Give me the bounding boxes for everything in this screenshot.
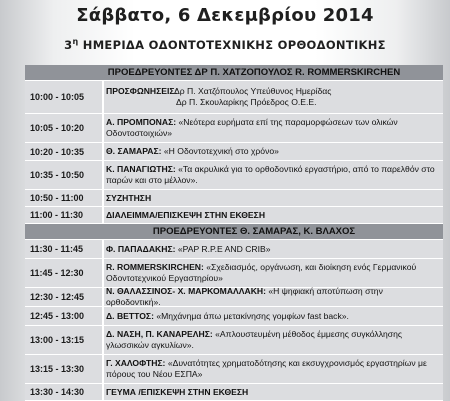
schedule-table — [25, 65, 443, 401]
time-slot: 13:30 - 14:30 — [30, 387, 85, 397]
event-ordinal-suffix: η — [72, 37, 79, 46]
talk-title: «Νεότερα ευρήματα επί της παραμορφώσεων των ολικών Οδοντοστοιχιών» — [106, 117, 398, 138]
schedule-row — [25, 240, 443, 259]
speaker: Κ. ΠΑΝΑΓΙΩΤΗΣ: — [106, 164, 176, 174]
schedule-row — [25, 326, 443, 355]
speaker: Γ. ΧΑΛΟΦΤΗΣ: — [106, 358, 166, 368]
talk-description — [102, 161, 443, 189]
talk-description — [102, 143, 443, 160]
page-header — [0, 0, 450, 58]
schedule-row — [25, 207, 443, 224]
time-slot: 10:05 - 10:20 — [30, 123, 85, 133]
time-slot: 13:15 - 13:30 — [30, 364, 85, 374]
talk-description — [102, 207, 443, 223]
schedule-row — [25, 161, 443, 190]
talk-description — [102, 81, 443, 113]
schedule-row — [25, 355, 443, 384]
talk-description — [102, 190, 443, 206]
schedule-row — [25, 190, 443, 207]
session-chairs: ΠΡΟΕΔΡΕΥΟΝΤΕΣ ΔΡ Π. ΧΑΤΖΟΠΟΥΛΟΣ R. ROMMERSKIRCHEN — [25, 65, 443, 81]
talk-title: «Η Οδοντοτεχνική στο χρόνο» — [163, 146, 279, 156]
time-slot: 10:50 - 11:00 — [30, 193, 84, 203]
talk-title: «Απλουστευμένη μέθοδος έμμεσης συγκόλλησης γλωσσικών αγκυλίων». — [106, 329, 403, 350]
talk-description — [102, 288, 443, 306]
schedule-row — [25, 307, 443, 326]
event-date: Σάββατο, 6 Δεκεμβρίου 2014 — [76, 5, 374, 26]
talk-description — [102, 384, 443, 400]
talk-title: «Σχεδιασμός, οργάνωση, και διοίκηση ενός Γερμανικού Οδοντοτεχνικού Εργαστηρίου» — [106, 262, 417, 283]
host-line-1: Δρ Π. Χατζόπουλος Υπεύθυνος Ημερίδας — [174, 86, 332, 96]
speaker: ΔΙΑΛΕΙΜΜΑ/ΕΠΙΣΚΕΨΗ ΣΤΗΝ ΕΚΘΕΣΗ — [106, 209, 266, 220]
schedule-row — [25, 288, 443, 307]
speaker: Α. ΠΡΟΜΠΟΝΑΣ: — [106, 117, 177, 127]
event-ordinal: 3 — [64, 38, 73, 52]
speaker: ΠΡΟΣΦΩΝΗΣΕΙΣ: — [106, 86, 178, 96]
schedule-row — [25, 384, 443, 401]
time-slot: 13:00 - 13:15 — [30, 335, 85, 345]
time-slot: 12:45 - 13:00 — [30, 311, 85, 321]
talk-description — [102, 259, 443, 287]
schedule-row — [25, 114, 443, 143]
speaker: Δ. ΝΑΣΗ, Π. ΚΑΝΑΡΕΛΗΣ: — [106, 329, 213, 339]
time-slot: 10:20 - 10:35 — [30, 146, 85, 157]
speaker: ΣΥΖΗΤΗΣΗ — [106, 192, 152, 203]
time-slot: 11:45 - 12:30 — [30, 268, 84, 278]
time-slot: 10:35 - 10:50 — [30, 170, 85, 180]
talk-description — [102, 326, 443, 354]
talk-description — [102, 114, 443, 142]
event-title-text: ΗΜΕΡΙΔΑ ΟΔΟΝΤΟΤΕΧΝΙΚΗΣ ΟΡΘΟΔΟΝΤΙΚΗΣ — [82, 38, 386, 52]
time-slot: 11:00 - 11:30 — [30, 210, 84, 220]
talk-description — [102, 240, 443, 258]
speaker: R. ROMMERSKIRCHEN: — [106, 262, 204, 272]
talk-title: «PAP R.P.E AND CRIB» — [177, 243, 271, 254]
talk-title: «Μηχάνημα άπω μετακίνησης γομφίων fast back». — [156, 310, 349, 321]
speaker: Ν. ΘΑΛΑΣΣΙΝΟΣ- Χ. ΜΑΡΚΟΜΑΛΛΑΚΗ: — [106, 286, 266, 296]
time-slot: 11:30 - 11:45 — [30, 244, 84, 254]
talk-title: «Τα ακρυλικά για το ορθοδοντικό εργαστήριο, από το παρελθόν στο παρών και στο μέλλον». — [106, 164, 435, 185]
talk-title: «Δυνατότητες χρηματοδότησης και εκσυγχρονισμός εργαστηρίων με πόρους του Νέου ΕΣΠΑ» — [106, 358, 427, 379]
talk-description — [102, 355, 443, 383]
session-chairs: ΠΡΟΕΔΡΕΥΟΝΤΕΣ Θ. ΣΑΜΑΡΑΣ, Κ. ΒΛΑΧΟΣ — [25, 224, 443, 240]
talk-title: «Η ψηφιακή αποτύπωση στην ορθοδοντική». — [106, 286, 383, 307]
speaker: Φ. ΠΑΠΑΔΑΚΗΣ: — [106, 243, 176, 254]
talk-description — [102, 307, 443, 325]
time-slot: 12:30 - 12:45 — [30, 292, 85, 302]
host-line-2: Δρ Π. Σκουλαρίκης Πρόεδρος Ο.Ε.Ε. — [176, 97, 317, 107]
schedule-row — [25, 143, 443, 161]
event-title — [0, 37, 450, 52]
time-slot: 10:00 - 10:05 — [30, 92, 85, 102]
speaker: ΓΕΥΜΑ /ΕΠΙΣΚΕΨΗ ΣΤΗΝ ΕΚΘΕΣΗ — [106, 386, 249, 397]
schedule-row — [25, 81, 443, 114]
speaker: Θ. ΣΑΜΑΡΑΣ: — [106, 146, 162, 156]
speaker: Δ. ΒΕΤΤΟΣ: — [106, 310, 154, 321]
schedule-row — [25, 259, 443, 288]
